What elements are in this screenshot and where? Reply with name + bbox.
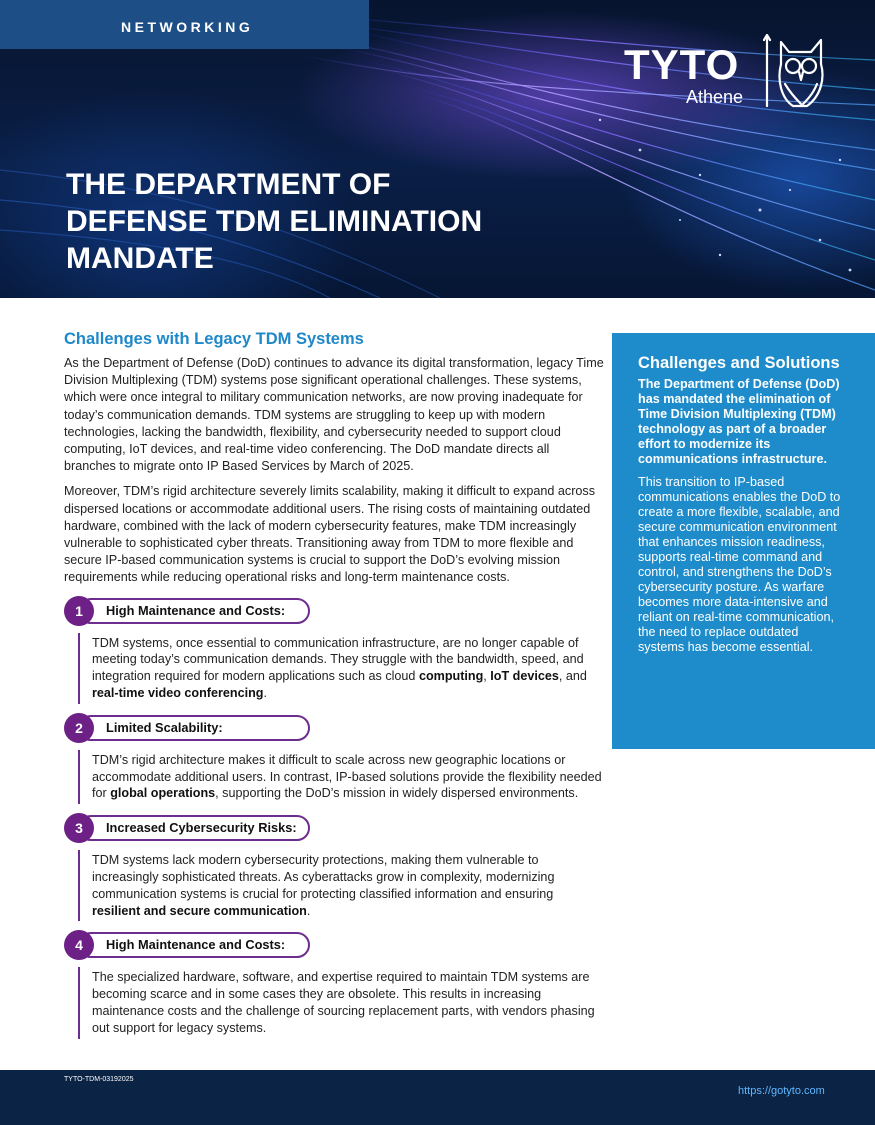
challenge-item-4 [64,931,604,1038]
challenge-number-badge: 3 [64,813,94,843]
sidebar-callout [612,333,875,749]
owl-icon [763,34,838,110]
challenge-text: TDM’s rigid architecture makes it difficult to scale across new geographic locations or accommodate additional users. In contrast, IP-based solutions provide the flexibility needed for [92,752,602,801]
challenge-text: . [306,903,311,918]
challenge-number-badge: 4 [64,930,94,960]
intro-paragraph-1: As the Department of Defense (DoD) continues to advance its digital transformation, legacy Time Division Multiplexing (TDM) systems pose significant operational challenges. These systems, which were once integral to military communication networks, are now proving inadequate for today’s communication demands. TDM systems are struggling to keep up with modern technologies, lacking the bandwidth, flexibility, and cybersecurity needed to support cloud computing, IoT devices, and real-time video conferencing. The DoD mandate directs all branches to migrate onto IP Based Services by March of 2025. [64,356,604,474]
challenge-text: , [483,669,491,684]
challenge-item-1 [64,597,604,704]
main-content [64,330,604,1039]
challenge-item-3 [64,814,604,921]
sidebar-lead: The Department of Defense (DoD) has mandated the elimination of Time Division Multiplexing (TDM) technology as part of a broader effort to modernize its communications infrastructure. [638,377,840,466]
challenge-header [64,714,604,742]
footer [0,1070,875,1125]
sidebar-body: This transition to IP-based communications enables the DoD to create a more flexible, scalable, and secure communication environment that enhances mission readiness, supports real-time command and control, and strengthens the DoD’s cybersecurity posture. As warfare becomes more data-intensive and reliant on real-time communication, the need to replace outdated systems has become essential. [638,475,841,654]
logo-subword: Athene [686,87,744,107]
challenge-text: TDM systems lack modern cybersecurity protections, making them vulnerable to increasingly sophisticated threats. As cyberattacks grow in complexity, modernizing communication systems is crucial for protecting classified information and ensuring [92,853,555,901]
challenge-title: High Maintenance and Costs: [106,937,286,953]
challenge-text: , and [558,669,587,684]
challenge-highlight: real-time video conferencing [92,686,264,701]
tyto-athene-logo [620,34,840,114]
challenge-text: TDM systems, once essential to communication infrastructure, are no longer capable of meeting today’s communication demands. They struggle with the bandwidth, speed, and integration required for modern applications such as cloud [92,635,584,684]
sidebar-title: Challenges and Solutions [638,354,840,372]
challenge-highlight: IoT devices [490,669,559,684]
challenge-body [78,967,604,1038]
challenge-body [78,750,604,804]
challenge-text: . [263,686,267,701]
logo-word: TYTO [624,41,740,88]
challenge-body [78,633,604,704]
website-link[interactable]: https://gotyto.com [738,1085,825,1097]
challenge-body [78,850,604,921]
category-label: NETWORKING [0,0,369,49]
page-title: THE DEPARTMENT OF DEFENSE TDM ELIMINATION MANDATE [66,168,483,275]
challenge-highlight: global operations [110,786,216,801]
challenge-text: The specialized hardware, software, and expertise required to maintain TDM systems are becoming scarce and in some cases they are obsolete. This results in increasing maintenance costs and the challenge of sourcing replacement parts, with vendors phasing out support for legacy systems. [92,970,595,1035]
challenge-header [64,814,604,842]
challenge-item-2 [64,714,604,804]
challenge-title: Limited Scalability: [106,719,223,735]
section-heading: Challenges with Legacy TDM Systems [64,330,364,348]
document-code: TYTO-TDM-03192025 [64,1076,134,1083]
challenge-header [64,931,604,959]
challenge-highlight: resilient and secure communication [92,903,307,918]
challenge-number-badge: 2 [64,713,94,743]
challenge-header [64,597,604,625]
challenge-title: Increased Cybersecurity Risks: [106,820,297,836]
hero-banner [0,0,875,298]
intro-paragraph-2: Moreover, TDM’s rigid architecture severely limits scalability, making it difficult to expand across dispersed locations or accommodate additional users. The rising costs of maintaining outdated hardware, combined with the lack of modern cybersecurity features, make TDM increasingly vulnerable to sophisticated cyber threats. Transitioning away from TDM to more flexible and secure IP-based communication systems is crucial to support the DoD’s evolving mission requirements while reducing operational risks and long-term maintenance costs. [64,484,596,585]
challenge-number-badge: 1 [64,596,94,626]
challenge-title: High Maintenance and Costs: [106,602,286,618]
challenge-text: , supporting the DoD’s mission in widely dispersed environments. [215,786,579,801]
challenge-highlight: computing [418,669,484,684]
